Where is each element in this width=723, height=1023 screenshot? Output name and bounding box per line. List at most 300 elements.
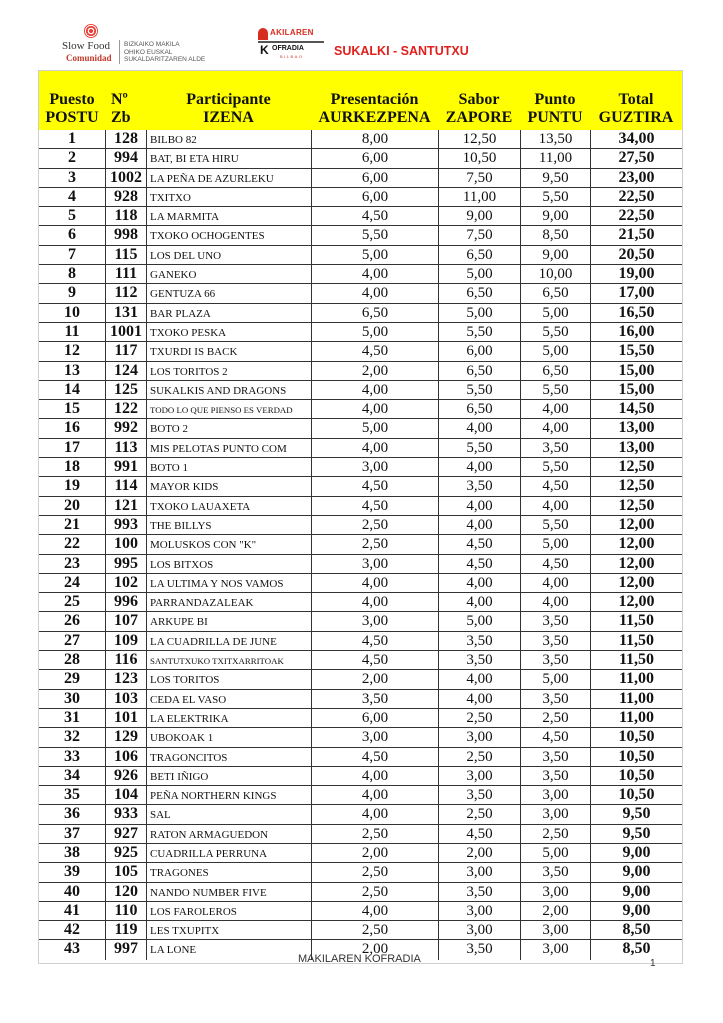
total-cell: 14,50 — [590, 400, 682, 418]
number-cell: 991 — [105, 458, 146, 476]
table-row — [39, 439, 682, 458]
table-row — [39, 381, 682, 400]
rank-cell: 1 — [68, 130, 76, 147]
total-cell: 10,50 — [590, 767, 682, 785]
number-cell: 120 — [105, 883, 146, 901]
rank-cell: 41 — [64, 901, 80, 919]
total-cell: 21,50 — [590, 226, 682, 244]
table-row — [39, 651, 682, 670]
point-cell: 4,00 — [520, 400, 590, 418]
presentation-cell: 4,50 — [311, 497, 438, 515]
rank-cell: 39 — [64, 863, 80, 881]
column-header-number — [105, 91, 146, 127]
number-cell: 114 — [105, 477, 146, 495]
participant-cell: BOTO 1 — [146, 458, 311, 476]
total-cell: 16,00 — [590, 323, 682, 341]
point-cell: 3,00 — [520, 883, 590, 901]
number-cell: 131 — [105, 304, 146, 322]
total-cell: 22,50 — [590, 188, 682, 206]
participant-cell: CUADRILLA PERRUNA — [146, 844, 311, 862]
table-row — [39, 748, 682, 767]
participant-cell: GANEKO — [146, 265, 311, 283]
rank-cell: 22 — [64, 535, 80, 553]
participant-cell: BETI IÑIGO — [146, 767, 311, 785]
participant-cell: NANDO NUMBER FIVE — [146, 883, 311, 901]
table-row — [39, 226, 682, 245]
rank-cell: 2 — [68, 149, 76, 167]
total-cell: 12,00 — [590, 593, 682, 611]
participant-cell: THE BILLYS — [146, 516, 311, 534]
rank-cell: 7 — [68, 245, 76, 263]
point-cell: 11,00 — [520, 149, 590, 167]
presentation-cell: 3,00 — [311, 458, 438, 476]
table-row — [39, 728, 682, 747]
slow-food-name: Slow Food — [62, 40, 110, 52]
number-cell: 927 — [105, 825, 146, 843]
number-cell: 998 — [105, 226, 146, 244]
number-cell: 121 — [105, 497, 146, 515]
presentation-cell: 4,50 — [311, 477, 438, 495]
total-cell: 15,00 — [590, 381, 682, 399]
tagline-line: OHIKO EUSKAL — [124, 48, 173, 56]
presentation-cell: 2,50 — [311, 883, 438, 901]
participant-cell: CEDA EL VASO — [146, 690, 311, 708]
tagline-line: SUKALDARITZAREN ALDE — [124, 56, 206, 63]
number-cell: 125 — [105, 381, 146, 399]
presentation-cell: 5,00 — [311, 419, 438, 437]
presentation-cell: 4,00 — [311, 284, 438, 302]
presentation-cell: 2,00 — [311, 940, 438, 959]
rank-cell: 34 — [64, 766, 80, 784]
point-cell: 3,00 — [520, 805, 590, 823]
logo-divider — [119, 40, 120, 64]
total-cell: 8,50 — [590, 940, 682, 959]
point-cell: 3,00 — [520, 940, 590, 959]
number-cell: 117 — [105, 342, 146, 360]
makilaren-top-text: AKILAREN — [270, 28, 314, 37]
point-cell: 4,00 — [520, 593, 590, 611]
point-cell: 2,00 — [520, 902, 590, 920]
slow-food-logo — [62, 24, 242, 68]
participant-cell: MAYOR KIDS — [146, 477, 311, 495]
flavor-cell: 5,50 — [438, 381, 520, 399]
participant-cell: SUKALKIS AND DRAGONS — [146, 381, 311, 399]
table-row — [39, 555, 682, 574]
rank-cell: 31 — [64, 708, 80, 726]
participant-cell: PARRANDAZALEAK — [146, 593, 311, 611]
point-cell: 3,00 — [520, 921, 590, 939]
number-cell: 993 — [105, 516, 146, 534]
number-cell: 122 — [105, 400, 146, 418]
participant-cell: LA ELEKTRIKA — [146, 709, 311, 727]
header-line: IZENA — [203, 109, 254, 126]
point-cell: 4,50 — [520, 477, 590, 495]
point-cell: 10,00 — [520, 265, 590, 283]
presentation-cell: 8,00 — [311, 130, 438, 148]
footer-text: MAKILAREN KOFRADIA — [298, 953, 421, 965]
rank-cell: 11 — [64, 322, 80, 340]
presentation-cell: 3,00 — [311, 728, 438, 746]
point-cell: 4,50 — [520, 555, 590, 573]
presentation-cell: 5,00 — [311, 246, 438, 264]
number-cell: 102 — [105, 574, 146, 592]
presentation-cell: 4,50 — [311, 748, 438, 766]
table-row — [39, 207, 682, 226]
results-table — [38, 70, 683, 964]
rank-cell: 36 — [64, 805, 80, 823]
presentation-cell: 6,00 — [311, 188, 438, 206]
presentation-cell: 4,00 — [311, 593, 438, 611]
participant-cell: LOS TORITOS — [146, 670, 311, 688]
total-cell: 10,50 — [590, 728, 682, 746]
flavor-cell: 5,00 — [438, 304, 520, 322]
rank-cell: 37 — [64, 824, 80, 842]
table-row — [39, 612, 682, 631]
rank-cell: 19 — [64, 477, 80, 495]
point-cell: 4,50 — [520, 728, 590, 746]
presentation-cell: 2,50 — [311, 825, 438, 843]
number-cell: 103 — [105, 690, 146, 708]
number-cell: 112 — [105, 284, 146, 302]
table-row — [39, 265, 682, 284]
flavor-cell: 3,50 — [438, 940, 520, 959]
flavor-cell: 4,50 — [438, 825, 520, 843]
table-row — [39, 149, 682, 168]
rank-cell: 43 — [64, 940, 80, 958]
participant-cell: SAL — [146, 805, 311, 823]
makilaren-bottom-text: OFRADIA — [272, 45, 304, 52]
column-header-sabor — [438, 91, 520, 127]
table-row — [39, 825, 682, 844]
participant-cell: MIS PELOTAS PUNTO COM — [146, 439, 311, 457]
number-cell: 926 — [105, 767, 146, 785]
rank-cell: 42 — [64, 921, 80, 939]
number-cell: 105 — [105, 863, 146, 881]
presentation-cell: 4,00 — [311, 265, 438, 283]
rank-cell: 5 — [68, 207, 76, 225]
flavor-cell: 3,50 — [438, 632, 520, 650]
flavor-cell: 2,50 — [438, 748, 520, 766]
total-cell: 9,50 — [590, 825, 682, 843]
presentation-cell: 2,00 — [311, 362, 438, 380]
point-cell: 2,50 — [520, 709, 590, 727]
rank-cell: 16 — [64, 419, 80, 437]
total-cell: 34,00 — [590, 130, 682, 148]
header-line: ZAPORE — [445, 109, 513, 126]
point-cell: 5,50 — [520, 323, 590, 341]
point-cell: 2,50 — [520, 825, 590, 843]
point-cell: 13,50 — [520, 130, 590, 148]
flavor-cell: 5,00 — [438, 612, 520, 630]
rank-cell: 33 — [64, 747, 80, 765]
presentation-cell: 2,50 — [311, 921, 438, 939]
table-header — [39, 71, 682, 130]
presentation-cell: 4,00 — [311, 400, 438, 418]
presentation-cell: 3,00 — [311, 612, 438, 630]
table-row — [39, 535, 682, 554]
flavor-cell: 11,00 — [438, 188, 520, 206]
table-row — [39, 342, 682, 361]
participant-cell: LOS TORITOS 2 — [146, 362, 311, 380]
flavor-cell: 4,00 — [438, 516, 520, 534]
flavor-cell: 4,00 — [438, 690, 520, 708]
point-cell: 4,00 — [520, 497, 590, 515]
header-line: Zb — [111, 109, 131, 126]
header-logos — [0, 22, 723, 66]
point-cell: 3,50 — [520, 863, 590, 881]
table-row — [39, 574, 682, 593]
total-cell: 9,00 — [590, 883, 682, 901]
rank-cell: 23 — [64, 554, 80, 572]
total-cell: 12,00 — [590, 574, 682, 592]
number-cell: 129 — [105, 728, 146, 746]
number-cell: 119 — [105, 921, 146, 939]
flavor-cell: 7,50 — [438, 226, 520, 244]
participant-cell: ARKUPE BI — [146, 612, 311, 630]
total-cell: 10,50 — [590, 748, 682, 766]
flavor-cell: 9,00 — [438, 207, 520, 225]
number-cell: 104 — [105, 786, 146, 804]
total-cell: 15,50 — [590, 342, 682, 360]
number-cell: 124 — [105, 362, 146, 380]
participant-cell: LA CUADRILLA DE JUNE — [146, 632, 311, 650]
table-row — [39, 921, 682, 940]
flavor-cell: 3,50 — [438, 786, 520, 804]
header-line: PUNTU — [527, 109, 583, 126]
header-line: AURKEZPENA — [318, 109, 431, 126]
rank-cell: 20 — [64, 496, 80, 514]
table-row — [39, 477, 682, 496]
makilaren-kofradia-logo — [258, 28, 328, 62]
point-cell: 3,50 — [520, 632, 590, 650]
rank-cell: 13 — [64, 361, 80, 379]
flavor-cell: 3,00 — [438, 863, 520, 881]
total-cell: 12,50 — [590, 497, 682, 515]
table-body — [39, 130, 682, 960]
participant-cell: GENTUZA 66 — [146, 284, 311, 302]
number-cell: 101 — [105, 709, 146, 727]
header-line: Sabor — [458, 91, 500, 108]
rank-cell: 38 — [64, 843, 80, 861]
number-cell: 992 — [105, 419, 146, 437]
participant-cell: PEÑA NORTHERN KINGS — [146, 786, 311, 804]
number-cell: 100 — [105, 535, 146, 553]
number-cell: 109 — [105, 632, 146, 650]
participant-cell: LES TXUPITX — [146, 921, 311, 939]
number-cell: 128 — [105, 130, 146, 148]
total-cell: 16,50 — [590, 304, 682, 322]
page-number: 1 — [650, 958, 656, 969]
number-cell: 111 — [105, 265, 146, 283]
point-cell: 3,50 — [520, 439, 590, 457]
point-cell: 5,00 — [520, 670, 590, 688]
rank-cell: 24 — [64, 573, 80, 591]
participant-cell: BILBO 82 — [146, 130, 311, 148]
presentation-cell: 5,50 — [311, 226, 438, 244]
table-row — [39, 169, 682, 188]
total-cell: 11,00 — [590, 670, 682, 688]
rank-cell: 6 — [68, 226, 76, 244]
participant-cell: TXITXO — [146, 188, 311, 206]
number-cell: 994 — [105, 149, 146, 167]
header-line: POSTU — [45, 109, 99, 126]
flavor-cell: 6,50 — [438, 284, 520, 302]
table-row — [39, 593, 682, 612]
flavor-cell: 3,50 — [438, 883, 520, 901]
flavor-cell: 4,00 — [438, 458, 520, 476]
participant-cell: LOS BITXOS — [146, 555, 311, 573]
table-row — [39, 419, 682, 438]
point-cell: 6,50 — [520, 284, 590, 302]
participant-cell: LA MARMITA — [146, 207, 311, 225]
m-letter-icon — [258, 28, 268, 40]
point-cell: 5,50 — [520, 188, 590, 206]
flavor-cell: 5,00 — [438, 265, 520, 283]
flavor-cell: 4,50 — [438, 535, 520, 553]
presentation-cell: 2,00 — [311, 844, 438, 862]
total-cell: 12,00 — [590, 516, 682, 534]
presentation-cell: 4,00 — [311, 786, 438, 804]
table-row — [39, 883, 682, 902]
participant-cell: TXURDI IS BACK — [146, 342, 311, 360]
table-row — [39, 844, 682, 863]
point-cell: 9,50 — [520, 169, 590, 187]
point-cell: 5,00 — [520, 304, 590, 322]
total-cell: 22,50 — [590, 207, 682, 225]
table-row — [39, 323, 682, 342]
point-cell: 3,50 — [520, 651, 590, 669]
presentation-cell: 3,50 — [311, 690, 438, 708]
column-header-participante — [146, 91, 311, 127]
flavor-cell: 3,50 — [438, 477, 520, 495]
total-cell: 9,50 — [590, 805, 682, 823]
flavor-cell: 4,00 — [438, 593, 520, 611]
number-cell: 123 — [105, 670, 146, 688]
point-cell: 3,50 — [520, 690, 590, 708]
header-line: Punto — [534, 91, 576, 108]
flavor-cell: 4,00 — [438, 419, 520, 437]
rank-cell: 30 — [64, 689, 80, 707]
rank-cell: 14 — [64, 380, 80, 398]
presentation-cell: 4,50 — [311, 342, 438, 360]
table-row — [39, 805, 682, 824]
number-cell: 1002 — [105, 169, 146, 187]
rank-cell: 29 — [64, 670, 80, 688]
point-cell: 5,00 — [520, 535, 590, 553]
total-cell: 27,50 — [590, 149, 682, 167]
total-cell: 12,50 — [590, 458, 682, 476]
column-header-presentacion — [311, 91, 438, 127]
rank-cell: 35 — [64, 786, 80, 804]
flavor-cell: 4,00 — [438, 497, 520, 515]
table-row — [39, 362, 682, 381]
participant-cell: TRAGONES — [146, 863, 311, 881]
total-cell: 11,50 — [590, 612, 682, 630]
point-cell: 5,50 — [520, 381, 590, 399]
number-cell: 925 — [105, 844, 146, 862]
number-cell: 116 — [105, 651, 146, 669]
flavor-cell: 12,50 — [438, 130, 520, 148]
page-title: SUKALKI - SANTUTXU — [334, 44, 469, 58]
total-cell: 23,00 — [590, 169, 682, 187]
rank-cell: 4 — [68, 187, 76, 205]
table-row — [39, 709, 682, 728]
number-cell: 997 — [105, 940, 146, 959]
table-row — [39, 902, 682, 921]
participant-cell: SANTUTXUKO TXITXARRITOAK — [146, 651, 311, 669]
point-cell: 5,50 — [520, 458, 590, 476]
point-cell: 5,00 — [520, 342, 590, 360]
total-cell: 12,00 — [590, 535, 682, 553]
table-row — [39, 516, 682, 535]
presentation-cell: 6,00 — [311, 169, 438, 187]
number-cell: 107 — [105, 612, 146, 630]
header-line: Participante — [186, 91, 271, 108]
number-cell: 118 — [105, 207, 146, 225]
number-cell: 110 — [105, 902, 146, 920]
number-cell: 995 — [105, 555, 146, 573]
header-line: Nº — [111, 91, 128, 108]
rank-cell: 40 — [64, 882, 80, 900]
table-row — [39, 632, 682, 651]
total-cell: 12,00 — [590, 555, 682, 573]
flavor-cell: 2,50 — [438, 805, 520, 823]
total-cell: 13,00 — [590, 439, 682, 457]
participant-cell: UBOKOAK 1 — [146, 728, 311, 746]
flavor-cell: 6,50 — [438, 400, 520, 418]
rank-cell: 32 — [64, 728, 80, 746]
column-header-puesto — [39, 91, 105, 127]
rank-cell: 25 — [64, 593, 80, 611]
table-row — [39, 304, 682, 323]
participant-cell: LA ULTIMA Y NOS VAMOS — [146, 574, 311, 592]
rank-cell: 17 — [64, 438, 80, 456]
point-cell: 3,50 — [520, 612, 590, 630]
flavor-cell: 3,50 — [438, 651, 520, 669]
number-cell: 113 — [105, 439, 146, 457]
point-cell: 3,00 — [520, 786, 590, 804]
flavor-cell: 7,50 — [438, 169, 520, 187]
rank-cell: 28 — [64, 651, 80, 669]
presentation-cell: 4,00 — [311, 574, 438, 592]
table-row — [39, 458, 682, 477]
total-cell: 11,50 — [590, 651, 682, 669]
presentation-cell: 2,00 — [311, 670, 438, 688]
presentation-cell: 4,00 — [311, 805, 438, 823]
flavor-cell: 10,50 — [438, 149, 520, 167]
table-row — [39, 863, 682, 882]
presentation-cell: 2,50 — [311, 535, 438, 553]
participant-cell: LOS FAROLEROS — [146, 902, 311, 920]
point-cell: 5,50 — [520, 516, 590, 534]
participant-cell: BAR PLAZA — [146, 304, 311, 322]
flavor-cell: 4,00 — [438, 670, 520, 688]
participant-cell: BOTO 2 — [146, 419, 311, 437]
point-cell: 3,50 — [520, 767, 590, 785]
total-cell: 19,00 — [590, 265, 682, 283]
flavor-cell: 3,00 — [438, 728, 520, 746]
total-cell: 15,00 — [590, 362, 682, 380]
rank-cell: 10 — [64, 303, 80, 321]
header-line: Presentación — [330, 91, 419, 108]
makilaren-city-text: BILBAO — [280, 54, 304, 59]
presentation-cell: 4,00 — [311, 902, 438, 920]
flavor-cell: 2,50 — [438, 709, 520, 727]
total-cell: 17,00 — [590, 284, 682, 302]
table-row — [39, 400, 682, 419]
total-cell: 11,50 — [590, 632, 682, 650]
table-row — [39, 786, 682, 805]
